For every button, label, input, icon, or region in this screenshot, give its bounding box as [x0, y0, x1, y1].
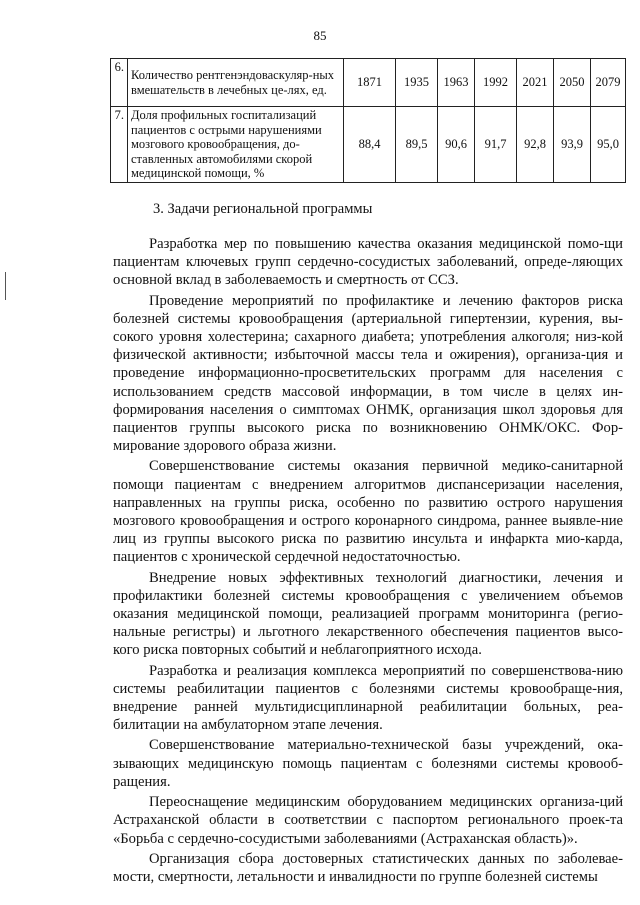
- margin-mark: [5, 272, 6, 300]
- table-cell: 2079: [591, 59, 626, 107]
- paragraph: Разработка и реализация комплекса мероприятий по совершенствова-нию системы реабилитации пациентов с болезнями системы кровообраще-ния, внедрение ранней мультидисциплинарной реабилитации больных, реа-билитации на амбулаторном этапе лечения.: [113, 662, 623, 734]
- paragraph: Совершенствование системы оказания первичной медико-санитарной помощи пациентам с внедрением алгоритмов диспансеризации населения, направленных на группы риска, особенно по развитию острого нарушения мозгового кровообращения и острого коронарного синдрома, раннее выявле-ние лиц из группы высокого риска по развитию инсульта и инфаркта мио-карда, пациентов с хронической сердечной недостаточностью.: [113, 458, 623, 566]
- table-cell: 95,0: [591, 107, 626, 183]
- table-cell: 88,4: [344, 107, 396, 183]
- section-title: 3. Задачи региональной программы: [153, 201, 373, 217]
- body-text: [113, 235, 623, 886]
- table-row: [111, 59, 626, 107]
- table-cell: 93,9: [554, 107, 591, 183]
- table-cell: 1963: [438, 59, 475, 107]
- table-cell: 1871: [344, 59, 396, 107]
- page-number: 85: [313, 28, 327, 43]
- paragraph: Переоснащение медицинским оборудованием медицинских организа-ций Астраханской области в соответствии с паспортом регионального проек-та «Борьба с сердечно-сосудистыми заболеваниями (Астраханская область)».: [113, 794, 623, 847]
- paragraph: Совершенствование материально-технической базы учреждений, ока-зывающих медицинскую помощь пациентам с болезнями системы кровооб-ращения.: [113, 737, 623, 790]
- table-cell: 1935: [396, 59, 438, 107]
- indicator-name: Количество рентгенэндоваскуляр-ных вмешательств в лечебных це-лях, ед.: [128, 59, 344, 107]
- indicator-name: Доля профильных госпитализаций пациентов с острыми нарушениями мозгового кровообращения, до-ставленных автомобилями скорой медицинской помощи, %: [128, 107, 344, 183]
- row-number: 6.: [111, 59, 128, 107]
- table-cell: 90,6: [438, 107, 475, 183]
- paragraph: Внедрение новых эффективных технологий диагностики, лечения и профилактики болезней системы кровообращения с увеличением объемов оказания медицинской помощи, реализацией программ мониторинга (регио-нальные регистры) и льготного лекарственного обеспечения пациентов высо-кого риска повторных событий и неблагоприятного исхода.: [113, 569, 623, 659]
- table-cell: 92,8: [517, 107, 554, 183]
- table-cell: 2050: [554, 59, 591, 107]
- table-cell: 89,5: [396, 107, 438, 183]
- table-cell: 1992: [475, 59, 517, 107]
- paragraph: Разработка мер по повышению качества оказания медицинской помо-щи пациентам ключевых групп сердечно-сосудистых заболеваний, опреде-ляющих основной вклад в заболеваемость и смертность от ССЗ.: [113, 236, 623, 289]
- indicators-table: [110, 58, 626, 183]
- paragraph: Проведение мероприятий по профилактике и лечению факторов риска болезней системы кровообращения (артериальной гипертензии, курения, вы-сокого уровня холестерина; сахарного диабета; употребления алкоголя; низ-кой физической активности; избыточной массы тела и ожирения), организа-ция и проведение информационно-просветительских программ для населения с использованием средств массовой информации, в том числе в целях ин-формирования населения о симптомах ОНМК, организация школ здоровья для пациентов группы высокого риска по возникновению ОНМК/ОКС. Фор-мирование здорового образа жизни.: [113, 292, 623, 455]
- table-cell: 2021: [517, 59, 554, 107]
- paragraph: Организация сбора достоверных статистических данных по заболевае-мости, смертности, летальности и инвалидности по группе болезней системы: [113, 850, 623, 885]
- row-number: 7.: [111, 107, 128, 183]
- table-cell: 91,7: [475, 107, 517, 183]
- table-row: [111, 107, 626, 183]
